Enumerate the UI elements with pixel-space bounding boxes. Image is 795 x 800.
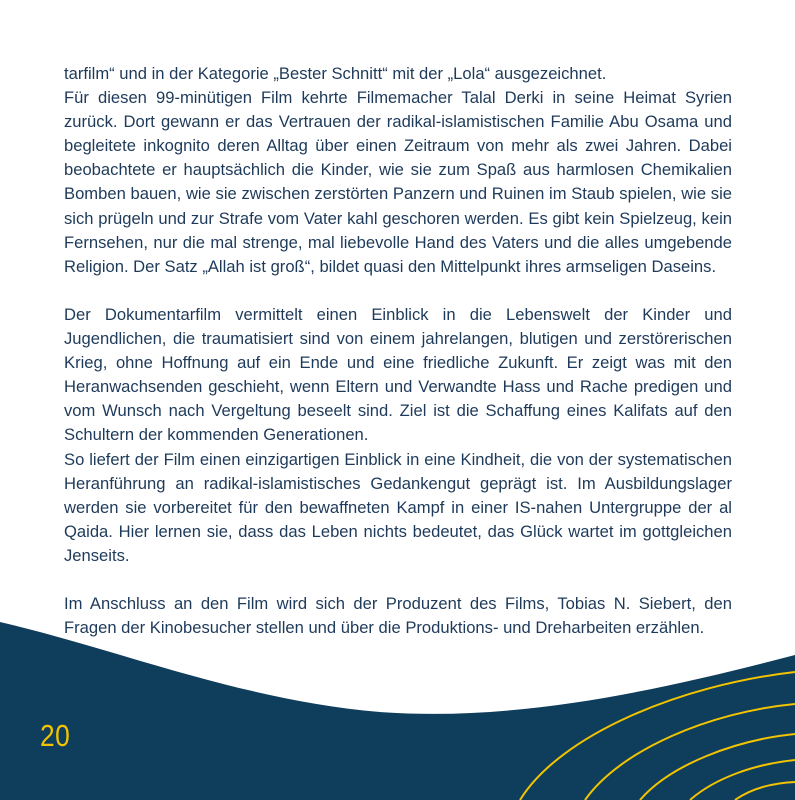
paragraph-gap [64,279,732,303]
navy-wave-shape [0,622,795,800]
paragraph-gap [64,568,732,592]
article-body [64,62,732,640]
page-number: 20 [40,718,71,753]
paragraph-documentary-insight: Der Dokumentarfilm vermittelt einen Einblick in die Lebenswelt der Kinder und Jugendlichen, die traumatisiert sind von einem jahrelangen, blutigen und zerstörerischen Krieg, ohne Hoffnung auf ein Ende und eine friedliche Zukunft. Er zeigt was mit den Heranwachsenden geschieht, wenn Eltern und Verwandte Hass und Rache predigen und vom Wunsch nach Vergeltung beseelt sind. Ziel ist die Schaffung eines Kalifats auf den Schultern der kommenden Generationen. [64,304,732,445]
paragraph-childhood-insight: So liefert der Film einen einzigartigen Einblick in eine Kindheit, die von der systematischen Heranführung an radikal-islamistisches Gedankengut geprägt ist. Im Ausbildungslager werden sie vorbereitet für den bewaffneten Kampf in einer IS-nahen Untergruppe der al Qaida. Hier lernen sie, dass das Leben nichts bedeutet, das Glück wartet im gottgleichen Jenseits. [64,449,732,565]
paragraph-producer-qa: Im Anschluss an den Film wird sich der Produzent des Films, Tobias N. Siebert, den Fragen der Kinobesucher stellen und über die Produktions- und Dreharbeiten erzählen. [64,594,732,638]
paragraph-award-line: tarfilm“ und in der Kategorie „Bester Schnitt“ mit der „Lola“ ausgezeichnet. [64,64,607,83]
paragraph-film-summary: Für diesen 99-minütigen Film kehrte Filmemacher Talal Derki in seine Heimat Syrien zurück. Dort gewann er das Vertrauen der radikal-islamistischen Familie Abu Osama und begleitete inkognito deren Alltag über einen Zeitraum von mehr als zwei Jahren. Dabei beobachtete er hauptsächlich die Kinder, wie sie zum Spaß aus harmlosen Chemikalien Bomben bauen, wie sie zwischen zerstörten Panzern und Ruinen im Staub spielen, wie sie sich prügeln und zur Strafe vom Vater kahl geschoren werden. Es gibt kein Spielzeug, kein Fernsehen, nur die mal strenge, mal liebevolle Hand des Vaters und die alles umgebende Religion. Der Satz „Allah ist groß“, bildet quasi den Mittelpunkt ihres armseligen Daseins. [64,88,732,276]
